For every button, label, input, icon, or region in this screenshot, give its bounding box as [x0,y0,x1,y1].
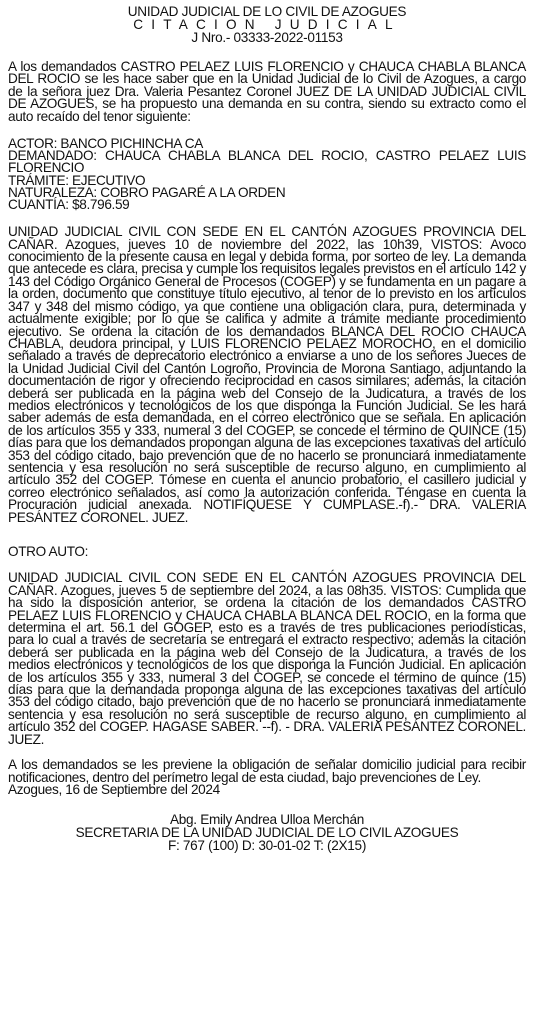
case-fields [8,138,526,211]
field-cuantia: CUANTÍA: $8.796.59 [8,197,130,213]
notice-type: CITACION JUDICIAL [133,17,401,32]
otro-auto-label: OTRO AUTO: [8,544,89,559]
closing-paragraph: A los demandados se les previene la obligación de señalar domicilio judicial para recibir notificaciones, dentro del perímetro legal de esta ciudad, bajo prevenciones de Ley. [8,757,526,785]
auto-1-paragraph: UNIDAD JUDICIAL CIVIL CON SEDE EN EL CANTÓN AZOGUES PROVINCIA DEL CAÑAR. Azogues, jueves 10 de noviembre del 2022, las 10h39, VISTOS: Avoco conocimiento de la presente causa en legal y debida forma, por sorteo de ley. La demanda que antecede es clara, precisa y cumple los requisitos legales previstos en el artículo 142 y 143 del Código Orgánico General de Procesos (COGEP) y se fundamenta en un pagare a la orden, documento que constituye título ejecutivo, al tenor de lo previsto en los artículos 347 y 348 del mismo código, ya que contiene una obligación clara, pura, determinada y actualmente exigible; por lo que se califica y admite a trámite mediante procedimiento ejecutivo. Se ordena la citación de los demandados BLANCA DEL ROCIO CHAUCA CHABLA, deudora principal, y LUIS FLORENCIO PELAEZ MOROCHO, en el domicilio señalado a través de deprecatorio electrónico a enviarse a uno de los señores Jueces de la Unidad Judicial Civil del Cantón Logroño, Provincia de Morona Santiago, adjuntando la documentación de rigor y ofreciendo reciprocidad en casos similares; además, la citación deberá ser publicada en la página web del Consejo de la Judicatura, a través de los medios electrónicos y tecnológicos de los que disponga la Función Judicial. Se les hará saber además de esta demandada, en el correo electrónico que se señala. En aplicación de los artículos 355 y 333, numeral 3 del COGEP, se concede el término de QUINCE (15) días para que los demandados propongan alguna de las excepciones taxativas del artículo 353 del código citado, bajo prevención que de no hacerlo se pronunciará inmediatamente sentencia y esa resolución no será susceptible de recurso alguno, en cumplimiento al artículo 352 del COGEP. Tómese en cuenta el anuncio probatorio, el casillero judicial y correo electrónico señalados, así como la autorización conferida. Téngase en cuenta la Procuración judicial anexada. NOTIFÍQUESE Y CUMPLASE.-f).- DRA. VALERIA PESÁNTEZ CORONEL. JUEZ. [8,224,526,525]
field-naturaleza: NATURALEZA: COBRO PAGARÉ A LA ORDEN [8,184,286,200]
signer-name: Abg. Emily Andrea Ulloa Merchán [170,812,364,828]
auto-2-paragraph: UNIDAD JUDICIAL CIVIL CON SEDE EN EL CANTÓN AZOGUES PROVINCIA DEL CAÑAR. Azogues, jueves 5 de septiembre del 2024, a las 08h35. VISTOS: Cumplida que ha sido la disposición anterior, se ordena la citación de los demandados CASTRO PELAEZ LUIS FLORENCIO y CHAUCA CHABLA BLANCA DEL ROCIO, en la forma que determina el art. 56.1 del GOGEP, esto es a través de tres publicaciones periodísticas, para lo cual a través de secretaría se entregará el extracto respectivo; además la citación deberá ser publicada en la página web del Consejo de la Judicatura, a través de los medios electrónicos y tecnológicos de los que disponga la Función Judicial. En aplicación de los artículos 355 y 333, numeral 3 del COGEP, se concede el término de quince (15) días para que la demandada proponga alguna de las excepciones taxativas del artículo 353 del código citado, bajo prevención que de no hacerlo se pronunciará inmediatamente sentencia y esa resolución no será susceptible de recurso alguno, en cumplimiento al artículo 352 del COGEP. HAGASE SABER. --f). - DRA. VALERIA PESÁNTEZ CORONEL. JUEZ. [8,570,526,747]
signature-block [8,814,526,852]
field-demandado: DEMANDADO: CHAUCA CHABLA BLANCA DEL ROCIO, CASTRO PELAEZ LUIS FLORENCIO [8,148,526,176]
case-number: J Nro.- 03333-2022-01153 [191,30,343,45]
signer-title: SECRETARIA DE LA UNIDAD JUDICIAL DE LO CIVIL AZOGUES [75,824,459,840]
court-title: UNIDAD JUDICIAL DE LO CIVIL DE AZOGUES [127,4,407,19]
place-date: Azogues, 16 de Septiembre del 2024 [8,781,220,797]
publication-footer: F: 767 (100) D: 30-01-02 T: (2X15) [167,837,367,853]
field-tramite: TRÁMITE: EJECUTIVO [8,172,146,188]
field-actor: ACTOR: BANCO PICHINCHA CA [8,136,203,152]
notice-header [8,5,526,44]
intro-paragraph: A los demandados CASTRO PELAEZ LUIS FLORENCIO y CHAUCA CHABLA BLANCA DEL ROCIO se les hace saber que en la Unidad Judicial de lo Civil de Azogues, a cargo de la señora juez Dra. Valeria Pesantez Coronel JUEZ DE LA UNIDAD JUDICIAL CIVIL DE AZOGUES, se ha propuesto una demanda en su contra, siendo su extracto como el auto recaído del tenor siguiente: [8,59,526,124]
